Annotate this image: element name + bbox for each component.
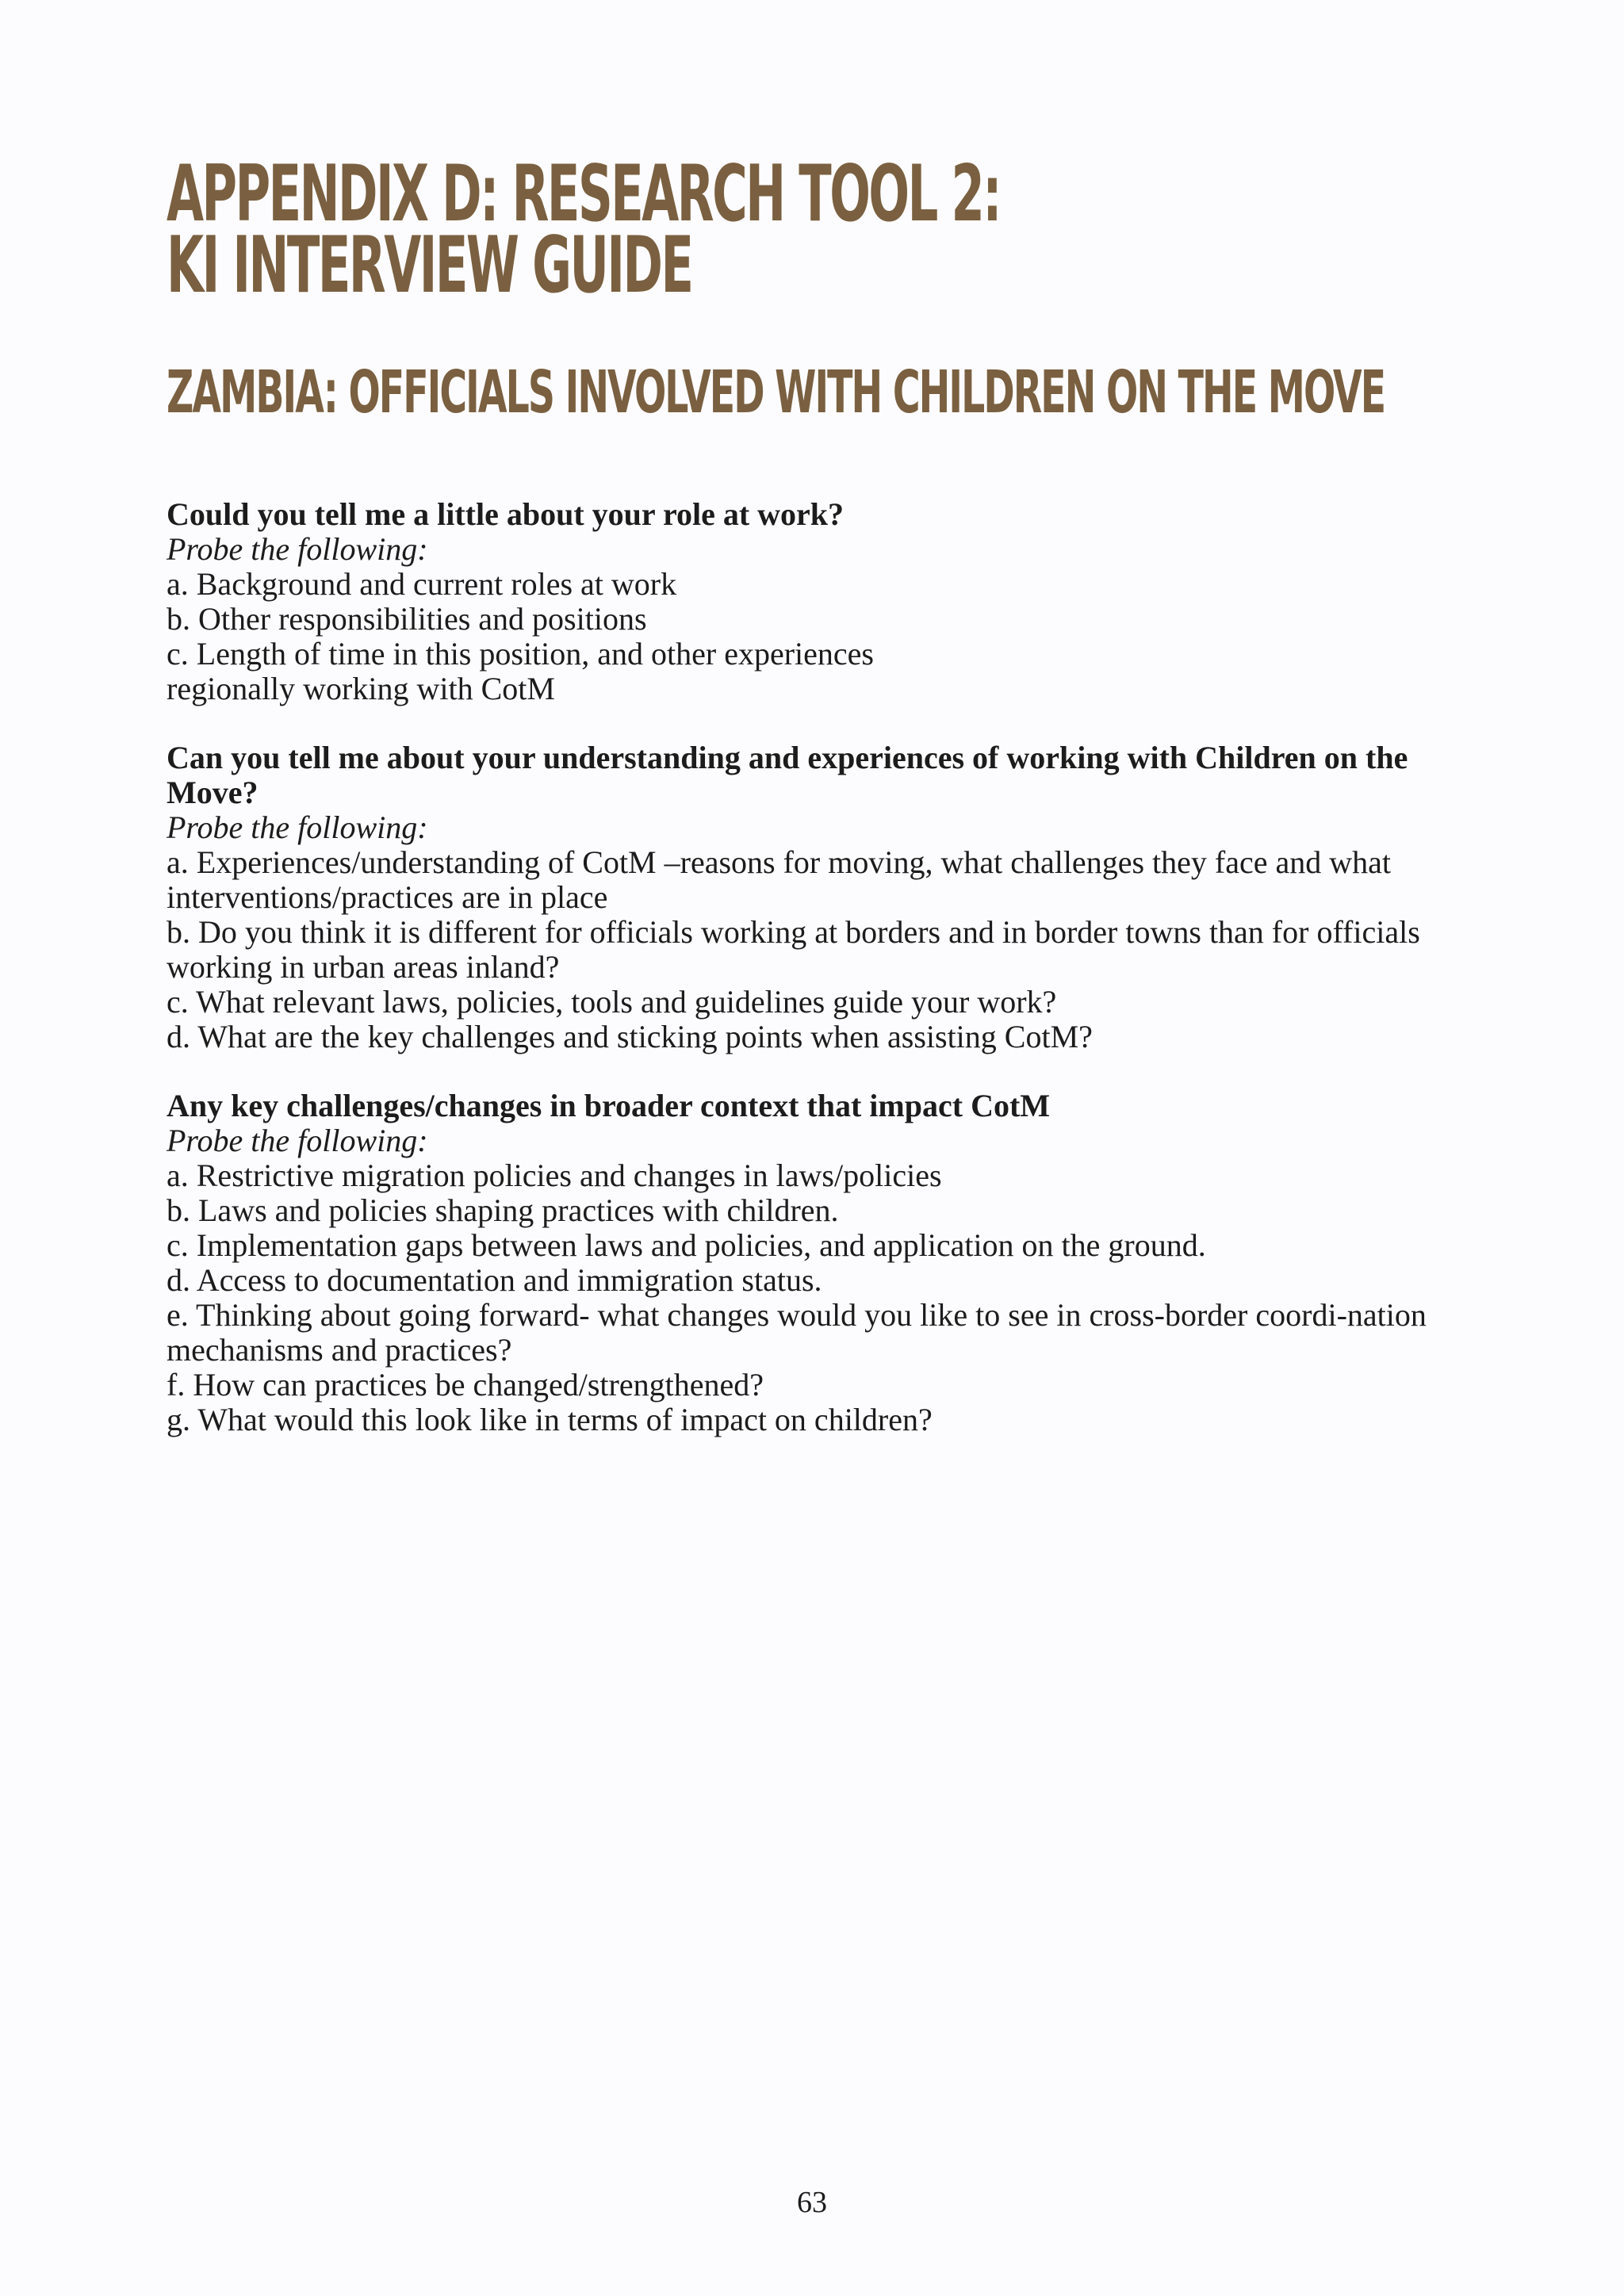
probe-item: c. Length of time in this position, and other experiences bbox=[167, 636, 874, 672]
interview-guide-content bbox=[167, 497, 1459, 1471]
question-heading: Can you tell me about your understanding and experiences of working with Children on the Move? bbox=[167, 740, 1408, 810]
probe-item: c. What relevant laws, policies, tools and guidelines guide your work? bbox=[167, 984, 1057, 1020]
question-section-role bbox=[167, 497, 1459, 706]
question-section-challenges bbox=[167, 1089, 1459, 1437]
appendix-title bbox=[167, 149, 1001, 311]
probe-item: b. Do you think it is different for officials working at borders and in border towns than for officials working in urban areas inland? bbox=[167, 914, 1420, 985]
probe-item: d. What are the key challenges and sticking points when assisting CotM? bbox=[167, 1019, 1093, 1054]
appendix-title-line-2: KI INTERVIEW GUIDE bbox=[167, 220, 692, 311]
question-heading: Could you tell me a little about your role at work? bbox=[167, 496, 845, 532]
probe-item: b. Other responsibilities and positions bbox=[167, 601, 647, 637]
probe-item: regionally working with CotM bbox=[167, 671, 555, 706]
probe-item: a. Restrictive migration policies and changes in laws/policies bbox=[167, 1158, 942, 1193]
probe-item: e. Thinking about going forward- what changes would you like to see in cross-border coordi-nation mechanisms and practices? bbox=[167, 1297, 1427, 1368]
probe-label: Probe the following: bbox=[167, 531, 428, 567]
probe-label: Probe the following: bbox=[167, 1123, 428, 1158]
section-subtitle: ZAMBIA: OFFICIALS INVOLVED WITH CHILDREN ON THE MOVE bbox=[167, 358, 1385, 427]
probe-label: Probe the following: bbox=[167, 809, 428, 845]
probe-item: a. Background and current roles at work bbox=[167, 566, 677, 602]
probe-item: d. Access to documentation and immigration status. bbox=[167, 1262, 822, 1298]
probe-item: b. Laws and policies shaping practices with children. bbox=[167, 1192, 839, 1228]
appendix-title-line-1: APPENDIX D: RESEARCH TOOL 2: bbox=[167, 149, 1001, 239]
probe-item: g. What would this look like in terms of impact on children? bbox=[167, 1402, 933, 1437]
page-number: 63 bbox=[797, 2186, 827, 2219]
probe-item: f. How can practices be changed/strengthened? bbox=[167, 1367, 764, 1402]
probe-item: a. Experiences/understanding of CotM –reasons for moving, what challenges they face and what interventions/practices are in place bbox=[167, 844, 1391, 915]
question-section-understanding bbox=[167, 740, 1459, 1054]
question-heading: Any key challenges/changes in broader context that impact CotM bbox=[167, 1088, 1051, 1123]
probe-item: c. Implementation gaps between laws and policies, and application on the ground. bbox=[167, 1227, 1206, 1263]
